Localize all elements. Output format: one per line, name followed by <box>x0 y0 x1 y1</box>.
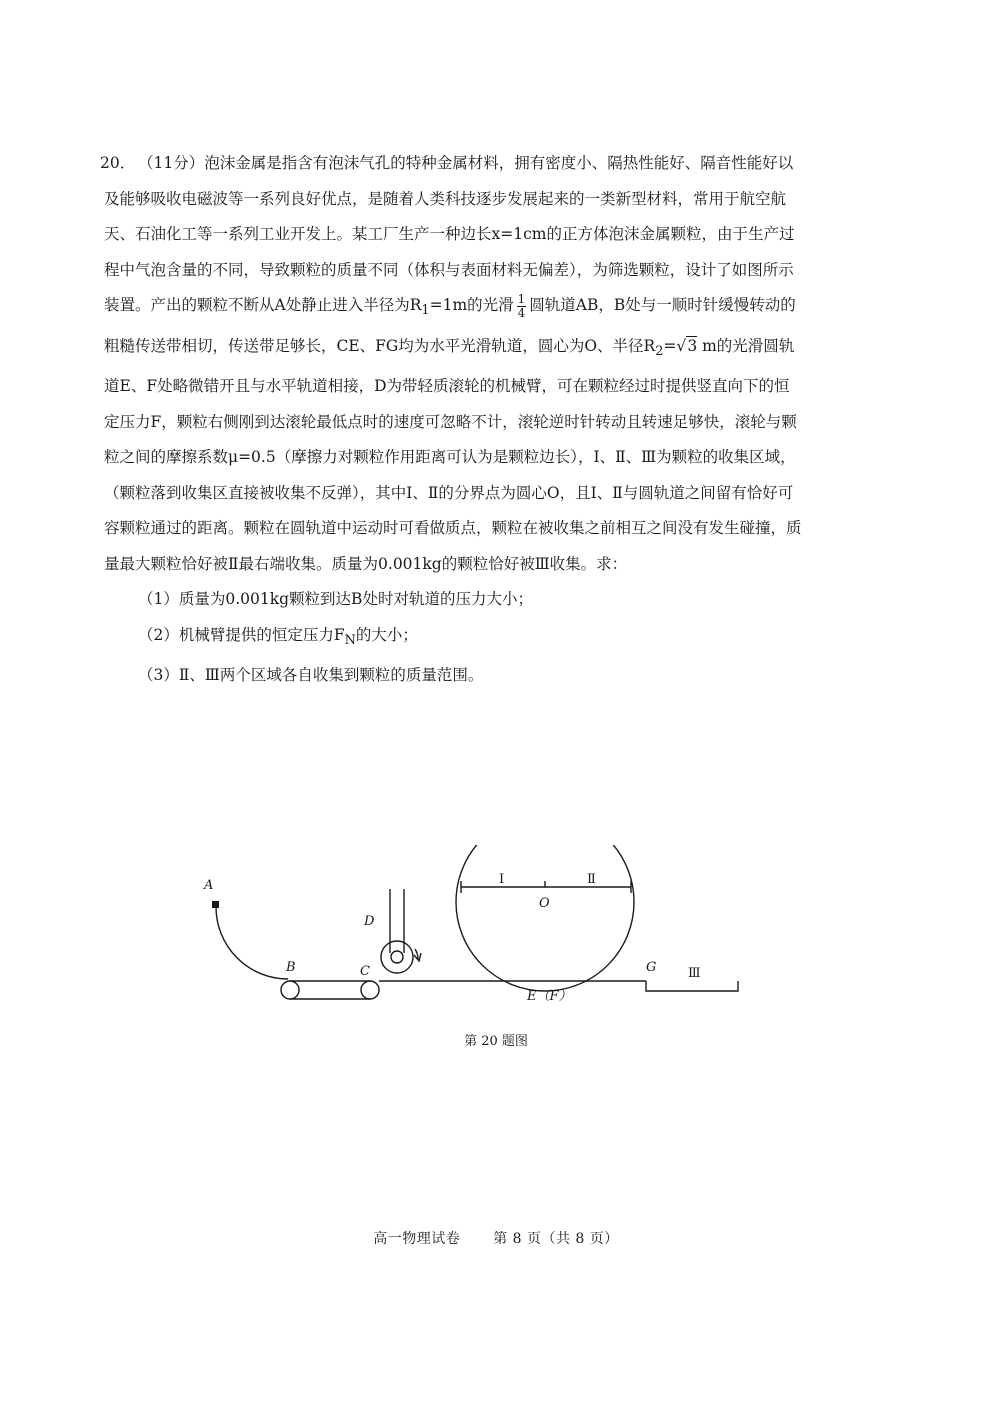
sqrt-value: 3 <box>687 336 698 355</box>
roller-wheel <box>381 941 413 973</box>
quarter-fraction <box>517 293 527 320</box>
label-c: C <box>360 964 370 979</box>
question-2 <box>104 618 804 659</box>
problem-score: （11分） <box>138 154 205 172</box>
label-o: O <box>539 896 550 911</box>
problem-number: 20． <box>100 154 136 172</box>
particle-block <box>212 901 219 908</box>
footer-page-number: 第 8 页（共 8 页） <box>493 1231 619 1247</box>
label-region-ii: Ⅱ <box>587 872 596 887</box>
apparatus-diagram <box>190 845 750 1025</box>
fn-subscript: N <box>344 632 356 648</box>
conveyor-belt <box>290 981 370 999</box>
stem-text-4: = <box>663 336 677 355</box>
r2-subscript: 2 <box>655 343 664 359</box>
question-3: （3）Ⅱ、Ⅲ两个区域各自收集到颗粒的质量范围。 <box>138 666 484 685</box>
problem-stem: 20． （11分）泡沫金属是指含有泡沫气孔的特种金属材料，拥有密度小、隔热性能好、隔音性能好以及能够吸收电磁波等一系列良好优点，是随着人类科技逐步发展起来的一类新型材料，常用于航空航天、石油化工等一系列工业开发上。某工厂生产一种边长x=1cm的正方体泡沫金属颗粒，由于生产过程中气泡含量的不同，导致颗粒的质量不同（体积与表面材料无偏差），为筛选颗粒，设计了如图所示装置。产出的颗粒不断从A处静止进入半径为$R_1=1m$的光滑 $\frac{1}{4}$ 圆轨道AB，B处与一顺时针缓慢转动的粗糙传送带相切，传送带足够长，CE、FG均为水平光滑轨道，圆心为O、半径$R_2=√3$ m的光滑圆轨道E、F处略微错开且与水平轨道相接，D为带轻质滚轮的机械臂，可在颗粒经过时提供竖直向下的恒定压力F，颗粒右侧刚到达滚轮最低点时的速度可忽略不计，滚轮逆时针转动且转速足够快，滚轮与颗粒之间的摩擦系数μ=0.5（摩擦力对颗粒作用距离可认为是颗粒边长），Ⅰ、Ⅱ、Ⅲ为颗粒的收集区域，（颗粒落到收集区直接被收集不反弹），其中Ⅰ、Ⅱ的分界点为圆心O，且Ⅰ、Ⅱ与圆轨道之间留有恰好可容颗粒通过的距离。颗粒在圆轨道中运动时可看做质点，颗粒在被收集之前相互之间没有发生碰撞，质量最大颗粒恰好被Ⅱ最右端收集。质量为0.001kg的颗粒恰好被Ⅲ收集。求： <box>104 146 804 582</box>
belt-pulley-left <box>281 981 299 999</box>
problem-20 <box>100 146 804 694</box>
r1-subscript: 1 <box>421 303 430 319</box>
question-2-text: （2）机械臂提供的恒定压力F <box>138 625 345 644</box>
roller-hub <box>391 951 403 963</box>
label-e-f: E（F） <box>527 989 572 1004</box>
mechanical-arm <box>390 889 404 953</box>
figure-caption: 第 20 题图 <box>464 1034 528 1049</box>
stem-text-1: 泡沫金属是指含有泡沫气孔的特种金属材料，拥有密度小、隔热性能好、隔音性能好以及能够吸收电磁波等一系列良好优点，是随着人类科技逐步发展起来的一类新型材料，常用于航空航天、石油化工等一系列工业开发上。某工厂生产一种边长x=1cm的正方体泡沫金属颗粒，由于生产过程中气泡含量的不同，导致颗粒的质量不同（体积与表面材料无偏差），为筛选颗粒，设计了如图所示装置。产出的颗粒不断从A处静止进入半径为R <box>104 154 795 314</box>
footer-subject: 高一物理试卷 <box>373 1231 461 1247</box>
label-b: B <box>286 960 296 975</box>
question-2-tail: 的大小； <box>355 625 418 644</box>
fraction-denominator: 4 <box>517 305 526 320</box>
stem-text-2: =1m的光滑 <box>429 296 514 314</box>
collector-bar <box>461 881 631 893</box>
stem-text-5: m的光滑圆轨道E、F处略微错开且与水平轨道相接，D为带轻质滚轮的机械臂，可在颗粒经过时提供竖直向下的恒定压力F，颗粒右侧刚到达滚轮最低点时的速度可忽略不计，滚轮逆时针转动且转速足够快，滚轮与颗粒之间的摩擦系数μ=0.5（摩擦力对颗粒作用距离可认为是颗粒边长），Ⅰ、Ⅱ、Ⅲ为颗粒的收集区域，（颗粒落到收集区直接被收集不反弹），其中Ⅰ、Ⅱ的分界点为圆心O，且Ⅰ、Ⅱ与圆轨道之间留有恰好可容颗粒通过的距离。颗粒在圆轨道中运动时可看做质点，颗粒在被收集之前相互之间没有发生碰撞，质量最大颗粒恰好被Ⅱ最右端收集。质量为0.001kg的颗粒恰好被Ⅲ收集。求： <box>104 336 802 573</box>
label-region-i: Ⅰ <box>499 872 505 887</box>
label-region-iii: Ⅲ <box>688 966 701 981</box>
fraction-numerator: 1 <box>517 291 526 306</box>
question-1: （1）质量为0.001kg颗粒到达B处时对轨道的压力大小； <box>138 590 533 609</box>
quarter-arc-track <box>216 907 288 979</box>
region-iii-tray <box>646 981 738 991</box>
belt-pulley-right <box>361 981 379 999</box>
label-d: D <box>364 914 375 929</box>
page-footer <box>0 1228 992 1248</box>
label-g: G <box>646 960 657 975</box>
circular-track <box>456 845 634 991</box>
label-a: A <box>204 878 214 893</box>
stem-text-3: 圆轨道AB，B处与一顺时针缓慢转动的粗糙传送带相切，传送带足够长，CE、FG均为水平光滑轨道，圆心为O、半径R <box>104 296 796 355</box>
